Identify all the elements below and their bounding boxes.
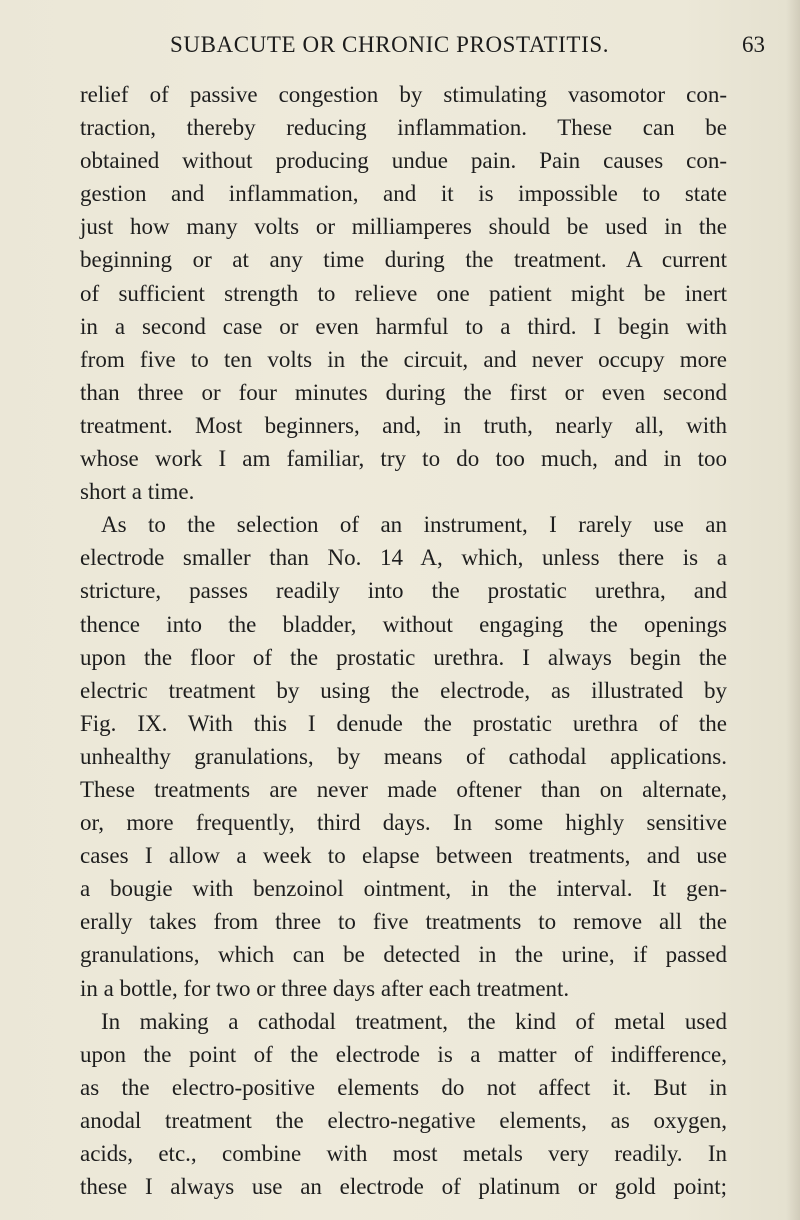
page-number: 63	[742, 32, 765, 57]
text-line: in a bottle, for two or three days after each treatment.	[80, 975, 570, 1001]
running-title: SUBACUTE OR CHRONIC PROSTATITIS.	[170, 32, 610, 57]
text-line: or, more frequently, third days. In some highly sensitive	[80, 810, 727, 836]
text-line: relief of passive congestion by stimulating vasomotor con-	[80, 82, 727, 107]
text-line: obtained without producing undue pain. Pain causes con-	[80, 148, 727, 174]
text-line: treatment. Most beginners, and, in truth, nearly all, with	[80, 412, 727, 438]
text-line: beginning or at any time during the treatment. A current	[80, 247, 727, 273]
text-line: electrode smaller than No. 14 A, which, unless there is a	[80, 545, 727, 571]
text-line: These treatments are never made oftener than on alternate,	[80, 776, 727, 802]
paragraph-3	[80, 1005, 727, 1204]
page-edge-shadow	[786, 0, 800, 1220]
text-line: of sufficient strength to relieve one patient might be inert	[80, 280, 727, 306]
text-line: a bougie with benzoinol ointment, in the interval. It gen-	[80, 876, 727, 902]
text-line: traction, thereby reducing inflammation. These can be	[80, 115, 727, 141]
text-line: As to the selection of an instrument, I rarely use an	[101, 512, 727, 538]
text-line: In making a cathodal treatment, the kind of metal used	[101, 1008, 727, 1034]
text-line: unhealthy granulations, by means of cathodal applications.	[80, 743, 727, 769]
text-line: acids, etc., combine with most metals very readily. In	[80, 1141, 727, 1166]
text-line: in a second case or even harmful to a third. I begin with	[80, 313, 727, 339]
text-line: cases I allow a week to elapse between treatments, and use	[80, 843, 727, 869]
text-line: just how many volts or milliamperes should be used in the	[80, 214, 727, 240]
text-line: than three or four minutes during the first or even second	[80, 379, 727, 405]
text-line: anodal treatment the electro-negative elements, as oxygen,	[80, 1107, 727, 1133]
text-line: granulations, which can be detected in the urine, if passed	[80, 942, 727, 968]
text-line: thence into the bladder, without engaging the openings	[80, 611, 727, 637]
text-line: whose work I am familiar, try to do too much, and in too	[80, 446, 727, 472]
running-head	[0, 28, 800, 62]
paragraph-1	[80, 78, 727, 508]
paragraph-2	[80, 508, 727, 1004]
text-line: as the electro-positive elements do not affect it. But in	[80, 1074, 727, 1100]
text-line: upon the point of the electrode is a matter of indifference,	[80, 1041, 727, 1067]
text-line: Fig. IX. With this I denude the prostatic urethra of the	[80, 710, 727, 736]
text-line: short a time.	[80, 479, 195, 505]
text-line: upon the floor of the prostatic urethra. I always begin the	[80, 644, 727, 670]
text-line: these I always use an electrode of platinum or gold point;	[80, 1174, 727, 1200]
text-line: erally takes from three to five treatments to remove all the	[80, 909, 727, 935]
body-text	[80, 78, 727, 1203]
text-line: gestion and inflammation, and it is impossible to state	[80, 181, 727, 207]
text-line: electric treatment by using the electrode, as illustrated by	[80, 677, 727, 703]
text-line: stricture, passes readily into the prostatic urethra, and	[80, 578, 727, 604]
text-line: from five to ten volts in the circuit, and never occupy more	[80, 346, 727, 372]
